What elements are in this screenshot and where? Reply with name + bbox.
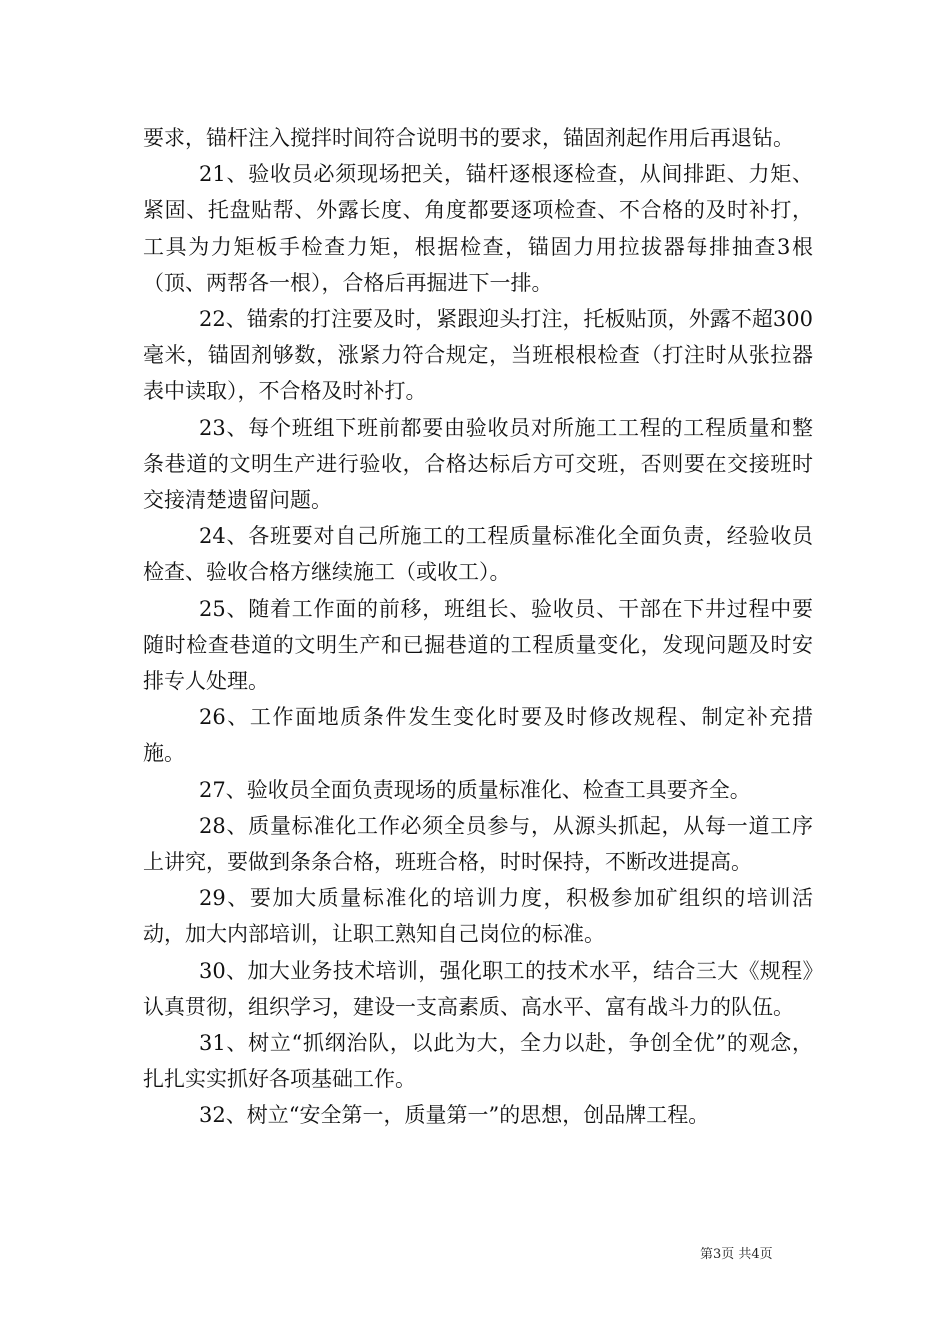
paragraph-item-28: 28、质量标准化工作必须全员参与，从源头抓起，从每一道工序上讲究，要做到条条合格，班班合格，时时保持，不断改进提高。: [143, 813, 813, 875]
paragraph-item-30: 30、加大业务技术培训，强化职工的技术水平，结合三大《规程》认真贯彻，组织学习，建设一支高素质、高水平、富有战斗力的队伍。: [143, 958, 813, 1019]
paragraph-item-22: 22、锚索的打注要及时，紧跟迎头打注，托板贴顶，外露不超300毫米，锚固剂够数，涨紧力符合规定，当班根根检查（打注时从张拉器表中读取），不合格及时补打。: [143, 307, 813, 404]
paragraph-item-24: 24、各班要对自己所施工的工程质量标准化全面负责，经验收员检查、验收合格方继续施工（或收工）。: [143, 524, 813, 585]
paragraph-item-31: 31、树立“抓纲治队，以此为大，全力以赴，争创全优”的观念，扎扎实实抓好各项基础工作。: [143, 1031, 813, 1092]
paragraph-item-27: 27、验收员全面负责现场的质量标准化、检查工具要齐全。: [199, 777, 751, 802]
paragraph-continuation: 要求，锚杆注入搅拌时间符合说明书的要求，锚固剂起作用后再退钻。: [143, 126, 794, 150]
paragraph-item-26: 26、工作面地质条件发生变化时要及时修改规程、制定补充措施。: [143, 705, 813, 766]
paragraph-item-23: 23、每个班组下班前都要由验收员对所施工工程的工程质量和整条巷道的文明生产进行验收，合格达标后方可交班，否则要在交接班时交接清楚遗留问题。: [143, 415, 813, 513]
paragraph-item-29: 29、要加大质量标准化的培训力度，积极参加矿组织的培训活动，加大内部培训，让职工熟知自己岗位的标准。: [143, 886, 813, 947]
paragraph-item-21: 21、验收员必须现场把关，锚杆逐根逐检查，从间排距、力矩、紧固、托盘贴帮、外露长度、角度都要逐项检查、不合格的及时补打，工具为力矩板手检查力矩，根据检查，锚固力用拉拔器每排抽查3根（顶、两帮各一根），合格后再掘进下一排。: [143, 162, 813, 295]
page-number-footer: 第3页 共4页: [700, 1247, 773, 1262]
paragraph-item-32: 32、树立“安全第一，质量第一”的思想，创品牌工程。: [199, 1103, 710, 1128]
document-body: [143, 120, 813, 1134]
paragraph-item-25: 25、随着工作面的前移，班组长、验收员、干部在下井过程中要随时检查巷道的文明生产和已掘巷道的工程质量变化，发现问题及时安排专人处理。: [143, 596, 813, 694]
